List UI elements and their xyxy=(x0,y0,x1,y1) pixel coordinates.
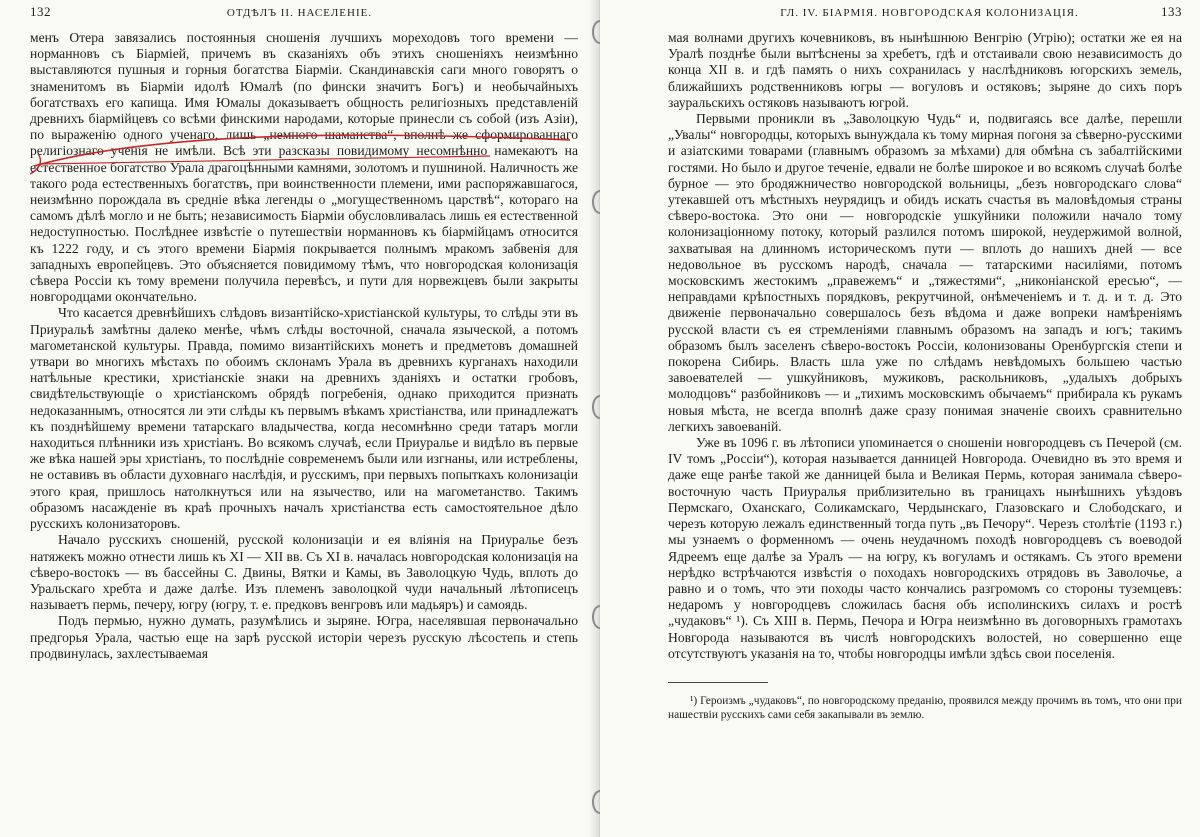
left-page-number: 132 xyxy=(30,4,51,19)
left-paragraph-1: менъ Отера завязались постоянныя сношенія лучшихъ мореходовъ того времени — норманновъ съ Біарміей, причемъ въ сказаніяхъ объ этихъ сношеніяхъ неизмѣнно выставляются пушныя и горныя богатства Біарміи. Скандинавскія саги много говорятъ о знаменитомъ въ Біарміи идолѣ Юмалѣ (по фински значитъ Богъ) и необычайныхъ богатствахъ его капища. Имя Юмалы доказываетъ общность религіозныхъ представленій древнихъ біармійцевъ со всѣми финскими народами, которые принесли съ собой (изъ Азіи), по выраженію одного ученаго, лишь „немного шаманства“, вполнѣ же сформированнаго религіознаго ученія не имѣли. Всѣ эти разсказы повидимому несомнѣнно намекаютъ на естественное богатство Урала драгоцѣнными камнями, золотомъ и пушниной. Наличность же такого рода естественныхъ богатствъ, при воинственности племени, ими распоряжавшагося, неизмѣнно порождала въ средніе вѣка легенды о „могущественномъ царствѣ“, котораго на самомъ дѣлѣ могло и не быть; независимость Біарміи обусловливалась лишь ея естественной недоступностью. Послѣднее извѣстіе о путешествіи норманновъ къ біармійцамъ относится къ 1222 году, и съ этого времени Біармія покрывается полнымъ мракомъ забвенія для западныхъ европейцевъ. Это объясняется повидимому тѣмъ, что новгородская колонизація сѣвера Россіи къ тому времени получила перевѣсъ, и пути для норвежцевъ были закрыты новгородцами окончательно. xyxy=(30,30,578,305)
right-paragraph-2: Первыми проникли въ „Заволоцкую Чудь“ и, подвигаясь все далѣе, перешли „Увалы“ новгородцы, которыхъ вынуждала къ тому мирная погоня за сѣверно-русскими и азіатскими товарами (главнымъ образомъ за мѣхами) для обмѣна съ забалтійскими гостями. Но было и другое теченіе, едвали не болѣе широкое и во всякомъ случаѣ болѣе бурное — это бродяжничество новгородской вольницы, „безъ новгородскаго слова“ утекавшей отъ мѣстныхъ неурядицъ и обидъ искать счастья въ маловѣдомыя страны сѣверо-востока. Это они — новгородскіе ушкуйники положили начало тому колонизаціонному потоку, который разлился потомъ широкой, неудержимой волной, захватывая на длинномъ историческомъ пути — вплоть до нашихъ дней — все недовольное въ русскомъ народѣ, сначала — татарскими насиліями, потомъ московскимъ жестокимъ „правежемъ“ и „тяжестями“, „никоніанской ересью“, — неправдами крѣпостныхъ порядковъ, рекрутчиной, онѣмеченіемъ и т. д. и т. д. Это движеніе первоначально совершалось безъ вѣдома и даже вопреки намѣреніямъ русской власти съ ея стремленіями главнымъ образомъ на западъ и югъ; такимъ образомъ былъ заселенъ сѣверо-востокъ Россіи, колонизованы Оренбургскія степи и покорена Сибирь. Власть шла уже по слѣдамъ невѣдомыхъ большею частью завоевателей — ушкуйниковъ, мужиковъ, раскольниковъ, „удалыхъ добрыхъ молодцовъ“ разбойниковъ — и „тихимъ московскимъ обычаемъ“ прибирала къ рукамъ новыя мѣста, не всегда вполнѣ даже сразу понимая значеніе своихъ сравнительно легкихъ завоеваній. xyxy=(668,111,1182,434)
right-paragraph-1: мая волнами другихъ кочевниковъ, въ нынѣшнюю Венгрію (Угрію); остатки же ея на Уралѣ позднѣе были вытѣснены за хребетъ, гдѣ и отстаивали свою независимость до конца XII в. и гдѣ память о нихъ сохранилась у наслѣдниковъ югорскихъ земель, ближайшихъ родственниковъ югры — вогуловъ и остяковъ; зыряне до сихъ поръ зауральскихъ остяковъ называютъ югрой. xyxy=(668,30,1182,110)
right-page xyxy=(600,0,1200,837)
footnote: ¹) Героизмъ „чудаковъ“, по новгородскому преданію, проявился между прочимъ въ томъ, что они при нашествіи русскихъ сами себя закапывали въ землю. xyxy=(668,695,1182,722)
left-running-head xyxy=(30,4,578,22)
right-body-text xyxy=(668,30,1182,662)
right-running-title: ГЛ. IV. БІАРМІЯ. НОВГОРОДСКАЯ КОЛОНИЗАЦІЯ. xyxy=(780,7,1079,19)
left-running-title: ОТДѢЛЪ II. НАСЕЛЕНІЕ. xyxy=(226,7,373,19)
left-body-text xyxy=(30,30,578,662)
right-running-head xyxy=(668,4,1182,22)
left-paragraph-3: Начало русскихъ сношеній, русской колонизаціи и ея вліянія на Приуралье безъ натяжекъ можно отнести лишь къ XI — XII вв. Съ XI в. началась новгородская колонизація на сѣверо-востокъ — въ бассейны С. Двины, Вятки и Камы, въ Заволоцкую Чудь, вплоть до Уральскаго хребта и даже далѣе. Изъ племенъ заволоцкой чуди начальный лѣтописецъ называетъ пермь, печеру, югру (югру, т. е. предковъ венгровъ или мадьяръ) и самоядь. xyxy=(30,532,578,613)
left-paragraph-2: Что касается древнѣйшихъ слѣдовъ византійско-христіанской культуры, то слѣды эти въ Приуральѣ замѣтны далеко менѣе, чѣмъ слѣды восточной, сначала языческой, а потомъ магометанской культуры. Правда, помимо византійскихъ монетъ и предметовъ домашней утвари во многихъ мѣстахъ по обоимъ склонамъ Урала въ древнихъ курганахъ находили натѣльные крестики, христіанскіе знаки на древнихъ зданіяхъ и остатки гробовъ, свидѣтельствующіе о христіанскомъ обрядѣ погребенія, однако приходится признать недоказаннымъ, относятся ли эти слѣды къ первымъ вѣкамъ христіанства, или принадлежатъ къ позднѣйшему времени татарскаго владычества, когда несомнѣнно среди татаръ могли находиться плѣнники изъ христіанъ. Во всякомъ случаѣ, если Приуралье и видѣло въ первые же вѣка нашей эры христіанъ, то послѣдніе современемъ были или изгнаны, или истреблены, не оставивъ въ области духовнаго наслѣдія, и русскимъ, при первыхъ попыткахъ колонизаціи этого края, пришлось натолкнуться или на язычество, или на магометанство. Такимъ образомъ насажденіе въ краѣ прочныхъ началъ христіанства есть самостоятельное дѣло русскихъ колонизаторовъ. xyxy=(30,305,578,532)
footnote-rule xyxy=(668,682,768,683)
right-paragraph-3: Уже въ 1096 г. въ лѣтописи упоминается о сношеніи новгородцевъ съ Печерой (см. IV томъ „Россіи“), которая называется данницей Новгорода. Очевидно въ это время и даже еще ранѣе такой же данницей была и Великая Пермь, которая занимала сѣверо-восточную часть Приуралья приблизительно въ границахъ нынѣшнихъ уѣздовъ Пермскаго, Оханскаго, Соликамскаго, Чердынскаго, Глазовскаго и Слободскаго, и черезъ которую лежалъ единственный тогда путь „въ Печору“. Черезъ столѣтіе (1193 г.) мы узнаемъ о форменномъ — очень неудачномъ походѣ новгородцевъ съ воеводой Ядреемъ еще далѣе за Уралъ — на югру, къ вогуламъ и остякамъ. Съ этого времени нерѣдко встрѣчаются извѣстія о походахъ новгородскихъ отрядовъ въ Заволочье, а равно и о томъ, что эти походы часто кончались разгромомъ со стороны туземцевъ: недаромъ у новгородцевъ сложилась басня объ исполинскихъ силахъ и ростѣ „чудаковъ“ ¹). Съ XIII в. Пермь, Печора и Югра неизмѣнно въ договорныхъ грамотахъ Новгорода называются въ числѣ новгородскихъ волостей, но совершенно еще отсутствуютъ указанія на то, чтобы новгородцы имѣли здѣсь свои поселенія. xyxy=(668,435,1182,661)
right-page-number: 133 xyxy=(1160,4,1182,19)
left-paragraph-4: Подъ пермью, нужно думать, разумѣлись и зыряне. Югра, населявшая первоначально предгорья Урала, частью еще на зарѣ русской исторіи черезъ русскую лѣсостепь и степь продвинулась, захлестываемая xyxy=(30,613,578,661)
